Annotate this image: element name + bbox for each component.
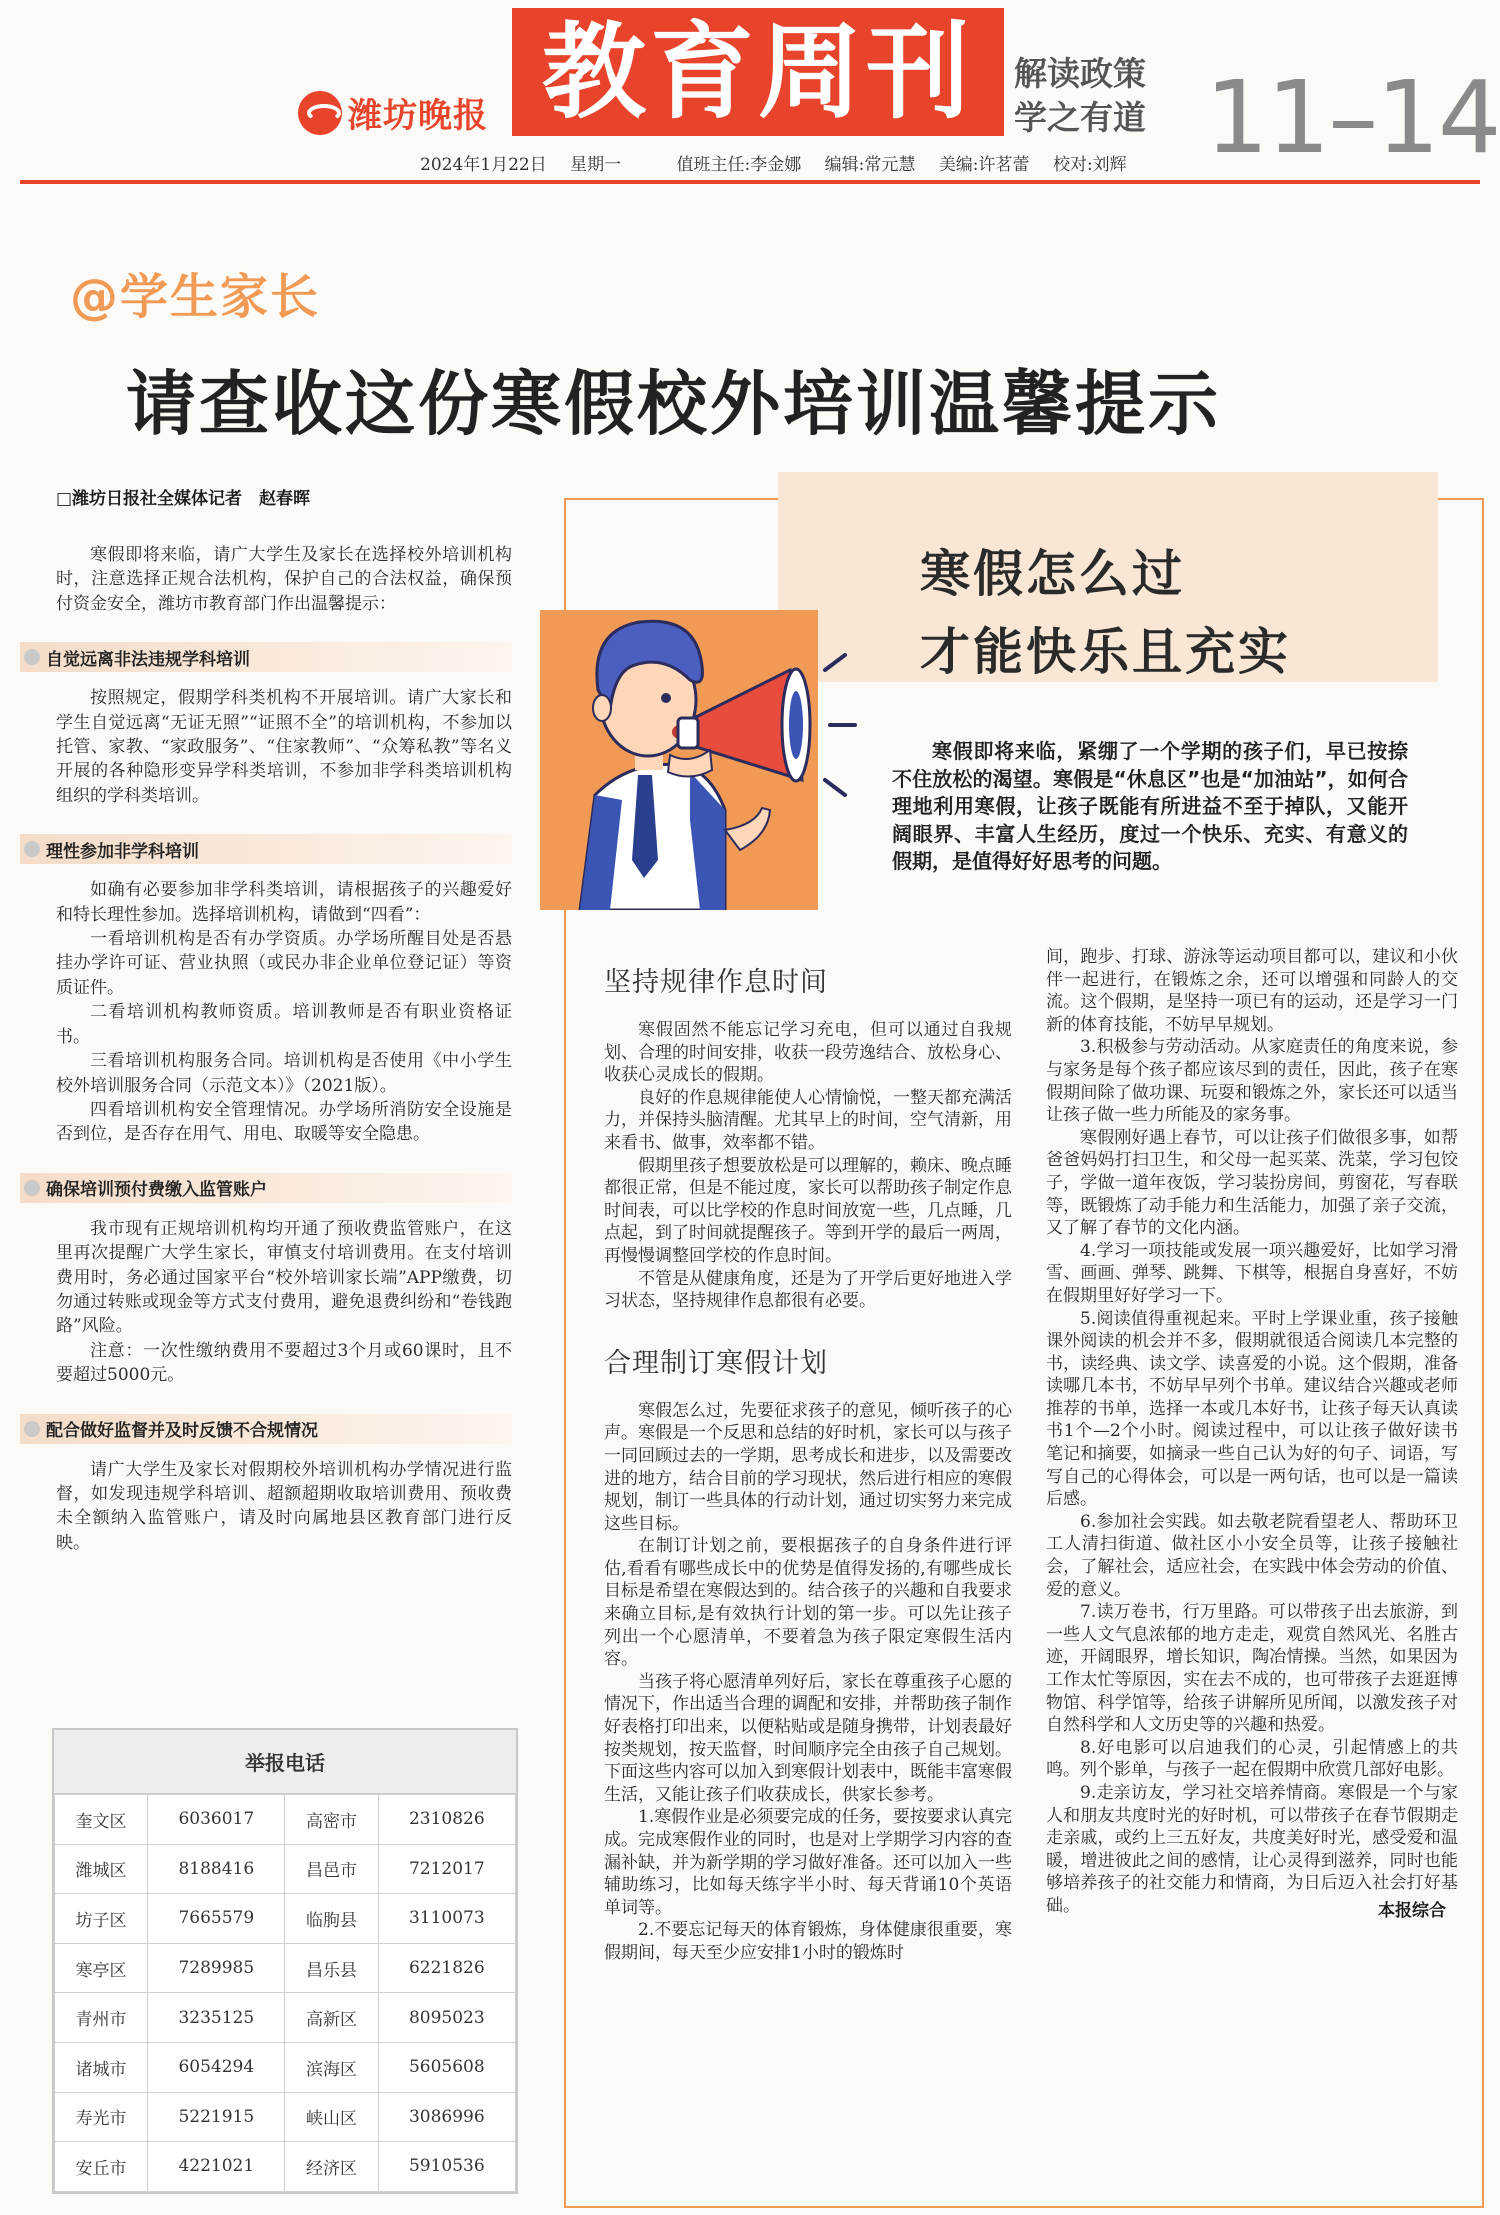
phone-number: 7212017 — [378, 1844, 515, 1894]
paragraph: 当孩子将心愿清单列好后，家长在尊重孩子心愿的情况下，作出适当合理的调配和安排，并帮助孩子制作好表格打印出来，以便粘贴或是随身携带，计划表最好按类规划，按天监督，时间顺序完全由孩子自己规划。下面这些内容可以加入到寒假计划表中，既能丰富寒假生活，又能让孩子们收获成长，供家长参考。 — [604, 1671, 1012, 1805]
phone-number: 6054294 — [148, 2042, 285, 2092]
issue-info — [420, 150, 1145, 175]
paragraph: 我市现有正规培训机构均开通了预收费监管账户，在这里再次提醒广大学生家长，审慎支付培训费用。在支付培训费用时，务必通过国家平台“校外培训家长端”APP缴费，切勿通过转账或现金等方式支付费用，避免退费纠纷和“卷钱跑路”风险。 — [56, 1218, 512, 1337]
paragraph: 3.积极参与劳动活动。从家庭责任的角度来说，参与家务是每个孩子都应该尽到的责任，因此，孩子在寒假期间除了做功课、玩耍和锻炼之外，家长还可以适当让孩子做一些力所能及的家务事。 — [1046, 1037, 1458, 1126]
paragraph: 一看培训机构是否有办学资质。办学场所醒目处是否悬挂办学许可证、营业执照（或民办非企业单位登记证）等资质证件。 — [56, 929, 512, 998]
logo-icon — [298, 91, 342, 135]
section-title: 配合做好监督并及时反馈不合规情况 — [46, 1421, 318, 1442]
page-numbers: 11–14 — [1205, 59, 1500, 176]
phone-number: 8188416 — [148, 1844, 285, 1894]
district-name: 潍城区 — [55, 1844, 148, 1894]
megaphone-student-illustration — [540, 560, 860, 910]
bullet-icon — [24, 1180, 40, 1196]
phone-number: 5910536 — [378, 2142, 515, 2192]
phone-number: 2310826 — [378, 1795, 515, 1845]
phone-number: 6036017 — [148, 1795, 285, 1845]
feature-title — [920, 535, 1291, 691]
hotline-row — [55, 1943, 516, 1993]
district-name: 坊子区 — [55, 1894, 148, 1944]
hotline-title: 举报电话 — [54, 1730, 516, 1794]
editor: 编辑:常元慧 — [824, 155, 916, 175]
paragraph: 7.读万卷书，行万里路。可以带孩子出去旅游，到一些人文气息浓郁的地方走走，观赏自然风光、名胜古迹，开阔眼界，增长知识，陶冶情操。当然，如果因为工作太忙等原因，实在去不成的，也可带孩子去逛逛博物馆、科学馆等，给孩子讲解所见所闻，以激发孩子对自然科学和人文历史等的兴趣和热爱。 — [1046, 1602, 1458, 1736]
feature-title-line-1: 寒假怎么过 — [920, 545, 1185, 603]
weekly-title-box — [512, 8, 1004, 136]
district-name: 临朐县 — [285, 1894, 378, 1944]
section-heading — [20, 834, 512, 864]
feature-title-line-2: 才能快乐且充实 — [920, 623, 1291, 681]
newspaper-logo — [298, 88, 488, 137]
article-kicker: @学生家长 — [70, 269, 321, 325]
paragraph: 间，跑步、打球、游泳等运动项目都可以，建议和小伙伴一起进行，在锻炼之余，还可以增强和同龄人的交流。这个假期，是坚持一项已有的运动，还是学习一门新的体育技能，不妨早早规划。 — [1046, 947, 1458, 1035]
paragraph: 1.寒假作业是必须要完成的任务，要按要求认真完成。完成寒假作业的同时，也是对上学期学习内容的查漏补缺，并为新学期的学习做好准备。还可以加入一些辅助练习，比如每天练字半小时、每天背诵10个英语单词等。 — [604, 1807, 1012, 1918]
phone-number: 3235125 — [148, 1993, 285, 2043]
paragraph: 在制订计划之前，要根据孩子的自身条件进行评估,看看有哪些成长中的优势是值得发扬的,有哪些成长目标是希望在寒假达到的。结合孩子的兴趣和自我要求来确立目标,是有效执行计划的第一步。可以先让孩子列出一个心愿清单，不要着急为孩子限定寒假生活内容。 — [604, 1536, 1012, 1670]
hotline-table — [52, 1728, 518, 2194]
slogan-line-2: 学之有道 — [1014, 98, 1146, 137]
district-name: 昌邑市 — [285, 1844, 378, 1894]
phone-number: 6221826 — [378, 1943, 515, 1993]
art-editor: 美编:许茗蕾 — [938, 155, 1030, 175]
paragraph: 请广大学生及家长对假期校外培训机构办学情况进行监督，如发现违规学科培训、超额超期收取培训费用、预收费未全额纳入监管账户，请及时向属地县区教育部门进行反映。 — [56, 1459, 512, 1553]
bullet-icon — [24, 1421, 40, 1437]
section-heading — [20, 1414, 512, 1444]
paragraph: 按照规定，假期学科类机构不开展培训。请广大家长和学生自觉远离“无证无照”“证照不全”的培训机构，不参加以托管、家教、“家政服务”、“住家教师”、“众筹私教”等名义开展的各种隐形变异学科类培训，不参加非学科类培训机构组织的学科类培训。 — [56, 688, 512, 806]
section-heading — [20, 642, 512, 672]
paragraph: 假期里孩子想要放松是可以理解的，赖床、晚点睡都很正常，但是不能过度，家长可以帮助孩子制定作息时间表，可以比学校的作息时间放宽一些，几点睡，几点起，到了时间就提醒孩子。等到开学的最后一两周，再慢慢调整回学校的作息时间。 — [604, 1155, 1012, 1266]
phone-number: 7289985 — [148, 1943, 285, 1993]
paragraph: 良好的作息规律能使人心情愉悦，一整天都充满活力，并保持头脑清醒。尤其早上的时间，空气清新，用来看书、做事，效率都不错。 — [604, 1087, 1012, 1153]
district-name: 高密市 — [285, 1795, 378, 1845]
district-name: 峡山区 — [285, 2092, 378, 2142]
paragraph: 寒假固然不能忘记学习充电，但可以通过自我规划、合理的时间安排，收获一段劳逸结合、放松身心、收获心灵成长的假期。 — [604, 1020, 1012, 1086]
phone-number: 8095023 — [378, 1993, 515, 2043]
left-column — [46, 484, 512, 1555]
district-name: 安丘市 — [55, 2142, 148, 2192]
issue-date: 2024年1月22日 — [420, 155, 547, 175]
article-headline: 请查收这份寒假校外培训温馨提示 — [126, 363, 1221, 445]
paragraph: 2.不要忘记每天的体育锻炼，身体健康很重要，寒假期间，每天至少应安排1小时的锻炼时 — [604, 1920, 1012, 1963]
paragraph: 6.参加社会实践。如去敬老院看望老人、帮助环卫工人清扫街道、做社区小小安全员等，让孩子接触社会，了解社会，适应社会，在实践中体会劳动的价值、爱的意义。 — [1046, 1511, 1458, 1600]
slogan — [1014, 52, 1146, 140]
bullet-icon — [24, 649, 40, 665]
byline: □潍坊日报社全媒体记者 赵春晖 — [56, 489, 311, 509]
paragraph: 注意：一次性缴纳费用不要超过3个月或60课时，且不要超过5000元。 — [56, 1340, 512, 1386]
phone-number: 3110073 — [378, 1894, 515, 1944]
section-title: 自觉远离非法违规学科培训 — [46, 649, 250, 670]
masthead — [0, 0, 1500, 185]
paragraph: 9.走亲访友，学习社交培养情商。寒假是一个与家人和朋友共度时光的好时机，可以带孩子在春节假期走走亲戚，或约上三五好友，共度美好时光，感受爱和温暖，增进彼此之间的感情，让心灵得到滋养，同时也能够培养孩子的社交能力和情商，为日后迈入社会打好基础。 — [1046, 1782, 1458, 1916]
district-name: 高新区 — [285, 1993, 378, 2043]
proofreader: 校对:刘辉 — [1052, 155, 1127, 175]
hotline-row — [55, 2142, 516, 2192]
paragraph: 不管是从健康角度，还是为了开学后更好地进入学习状态，坚持规律作息都很有必要。 — [604, 1268, 1012, 1312]
feature-column-right — [1046, 946, 1458, 1921]
phone-number: 7665579 — [148, 1894, 285, 1944]
paragraph: 寒假怎么过，先要征求孩子的意见，倾听孩子的心声。寒假是一个反思和总结的好时机，家长可以与孩子一同回顾过去的一学期，思考成长和进步，以及需要改进的地方，结合目前的学习现状，然后进行相应的寒假规划，制订一些具体的行动计划，通过切实努力来完成这些目标。 — [604, 1400, 1012, 1534]
paragraph: 4.学习一项技能或发展一项兴趣爱好，比如学习滑雪、画画、弹琴、跳舞、下棋等，根据自身喜好，不妨在假期里好好学习一下。 — [1046, 1240, 1458, 1306]
phone-number: 5605608 — [378, 2042, 515, 2092]
lead-paragraph: 寒假即将来临，请广大学生及家长在选择校外培训机构时，注意选择正规合法机构，保护自己的合法权益，确保预付资金安全，潍坊市教育部门作出温馨提示： — [56, 545, 512, 614]
paragraph: 二看培训机构教师资质。培训教师是否有职业资格证书。 — [56, 1002, 512, 1047]
district-name: 奎文区 — [55, 1795, 148, 1845]
subsection-title: 坚持规律作息时间 — [604, 967, 828, 998]
section-title: 确保培训预付费缴入监管账户 — [46, 1180, 267, 1201]
editor-duty: 值班主任:李金娜 — [676, 155, 802, 175]
hotline-row — [55, 2042, 516, 2092]
issue-weekday: 星期一 — [570, 155, 622, 175]
district-name: 经济区 — [285, 2142, 378, 2192]
weekly-title: 教育周刊 — [541, 10, 974, 133]
phone-number: 5221915 — [148, 2092, 285, 2142]
paragraph: 三看培训机构服务合同。培训机构是否使用《中小学生校外培训服务合同（示范文本）》（2021版）。 — [56, 1051, 512, 1096]
hotline-row — [55, 2092, 516, 2142]
bullet-icon — [24, 841, 40, 857]
district-name: 滨海区 — [285, 2042, 378, 2092]
district-name: 昌乐县 — [285, 1943, 378, 1993]
feature-column-left — [604, 960, 1012, 1965]
feature-intro: 寒假即将来临，紧绷了一个学期的孩子们，早已按捺不住放松的渴望。寒假是“休息区”也是“加油站”，如何合理地利用寒假，让孩子既能有所进益不至于掉队，又能开阔眼界、丰富人生经历，度过一个快乐、充实、有意义的假期，是值得好好思考的问题。 — [892, 739, 1408, 874]
phone-number: 3086996 — [378, 2092, 515, 2142]
paragraph: 寒假刚好遇上春节，可以让孩子们做很多事，如帮爸爸妈妈打扫卫生，和父母一起买菜、洗菜，学习包饺子，学做一道年夜饭，学习装扮房间，剪窗花，写春联等，既锻炼了动手能力和生活能力，加强了亲子交流，又了解了春节的文化内涵。 — [1046, 1127, 1458, 1239]
district-name: 青州市 — [55, 1993, 148, 2043]
district-name: 寿光市 — [55, 2092, 148, 2142]
logo-text: 潍坊晚报 — [348, 96, 488, 136]
subsection-title: 合理制订寒假计划 — [604, 1347, 828, 1379]
section-title: 理性参加非学科培训 — [46, 841, 199, 862]
phone-number: 4221021 — [148, 2142, 285, 2192]
district-name: 寒亭区 — [55, 1943, 148, 1993]
hotline-row — [55, 1993, 516, 2043]
paragraph: 5.阅读值得重视起来。平时上学课业重，孩子接触课外阅读的机会并不多，假期就很适合阅读几本完整的书，读经典、读文学、读喜爱的小说。这个假期，准备读哪几本书，不妨早早列个书单。建议结合兴趣或老师推荐的书单，选择一本或几本好书，让孩子每天认真读书1个—2个小时。阅读过程中，可以让孩子做好读书笔记和摘要，如摘录一些自己认为好的句子、词语，写写自己的心得体会，可以是一两句话，也可以是一篇读后感。 — [1046, 1308, 1458, 1510]
hotline-grid — [54, 1794, 516, 2192]
paragraph: 8.好电影可以启迪我们的心灵，引起情感上的共鸣。列个影单，与孩子一起在假期中欣赏几部好电影。 — [1046, 1737, 1458, 1781]
paragraph: 如确有必要参加非学科类培训，请根据孩子的兴趣爱好和特长理性参加。选择培训机构，请做到“四看”： — [56, 880, 512, 925]
hotline-row — [55, 1844, 516, 1894]
source-signature: 本报综合 — [1378, 1900, 1446, 1921]
section-heading — [20, 1173, 512, 1203]
slogan-line-1: 解读政策 — [1014, 54, 1146, 93]
hotline-row — [55, 1894, 516, 1944]
paragraph: 四看培训机构安全管理情况。办学场所消防安全设施是否到位，是否存在用气、用电、取暖等安全隐患。 — [56, 1099, 512, 1145]
district-name: 诸城市 — [55, 2042, 148, 2092]
masthead-divider — [20, 180, 1480, 184]
hotline-row — [55, 1795, 516, 1845]
